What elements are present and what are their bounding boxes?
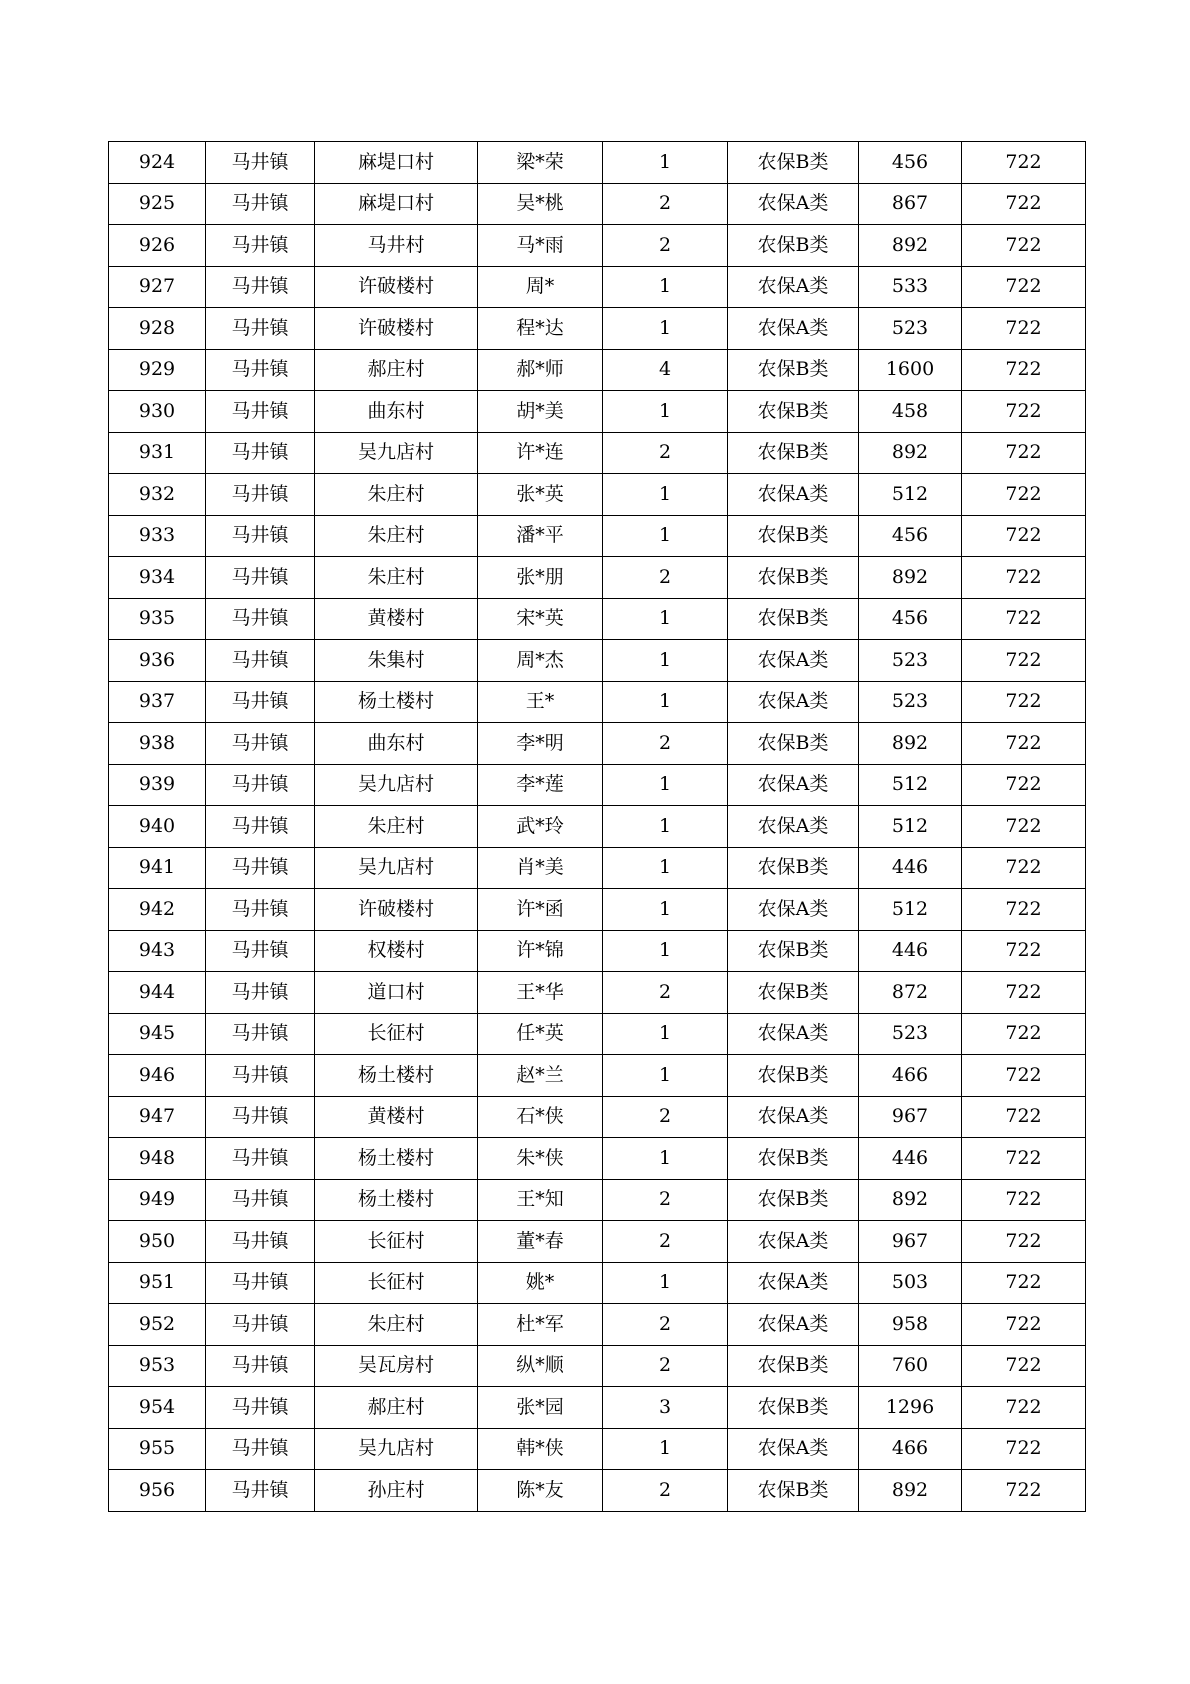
village-cell: 吴九店村 xyxy=(315,847,478,889)
table-row xyxy=(109,598,1086,640)
name-cell: 张*朋 xyxy=(478,557,603,599)
village-cell: 郝庄村 xyxy=(315,349,478,391)
amount-cell: 446 xyxy=(859,930,962,972)
count-cell: 1 xyxy=(603,1138,728,1180)
table-row xyxy=(109,225,1086,267)
name-cell: 周*杰 xyxy=(478,640,603,682)
standard-cell: 722 xyxy=(962,598,1086,640)
serial-cell: 930 xyxy=(109,391,206,433)
village-cell: 马井村 xyxy=(315,225,478,267)
count-cell: 1 xyxy=(603,806,728,848)
table-row xyxy=(109,1387,1086,1429)
amount-cell: 892 xyxy=(859,723,962,765)
village-cell: 吴九店村 xyxy=(315,432,478,474)
town-cell: 马井镇 xyxy=(206,474,315,516)
category-cell: 农保A类 xyxy=(728,1262,859,1304)
table-row xyxy=(109,847,1086,889)
category-cell: 农保B类 xyxy=(728,1055,859,1097)
count-cell: 1 xyxy=(603,764,728,806)
village-cell: 朱庄村 xyxy=(315,557,478,599)
serial-cell: 926 xyxy=(109,225,206,267)
town-cell: 马井镇 xyxy=(206,1013,315,1055)
town-cell: 马井镇 xyxy=(206,1428,315,1470)
village-cell: 黄楼村 xyxy=(315,1096,478,1138)
count-cell: 1 xyxy=(603,1428,728,1470)
town-cell: 马井镇 xyxy=(206,598,315,640)
table-row xyxy=(109,142,1086,184)
amount-cell: 458 xyxy=(859,391,962,433)
serial-cell: 935 xyxy=(109,598,206,640)
amount-cell: 512 xyxy=(859,806,962,848)
serial-cell: 952 xyxy=(109,1304,206,1346)
amount-cell: 892 xyxy=(859,432,962,474)
name-cell: 胡*美 xyxy=(478,391,603,433)
table-row xyxy=(109,1304,1086,1346)
amount-cell: 1296 xyxy=(859,1387,962,1429)
amount-cell: 456 xyxy=(859,598,962,640)
table-row xyxy=(109,474,1086,516)
table-row xyxy=(109,1055,1086,1097)
serial-cell: 941 xyxy=(109,847,206,889)
category-cell: 农保A类 xyxy=(728,1304,859,1346)
name-cell: 杜*军 xyxy=(478,1304,603,1346)
town-cell: 马井镇 xyxy=(206,349,315,391)
table-row xyxy=(109,432,1086,474)
standard-cell: 722 xyxy=(962,1470,1086,1512)
category-cell: 农保B类 xyxy=(728,847,859,889)
table-row xyxy=(109,515,1086,557)
village-cell: 曲东村 xyxy=(315,391,478,433)
count-cell: 2 xyxy=(603,1221,728,1263)
name-cell: 肖*美 xyxy=(478,847,603,889)
serial-cell: 956 xyxy=(109,1470,206,1512)
serial-cell: 948 xyxy=(109,1138,206,1180)
category-cell: 农保A类 xyxy=(728,681,859,723)
count-cell: 2 xyxy=(603,1096,728,1138)
table-row xyxy=(109,557,1086,599)
village-cell: 吴九店村 xyxy=(315,764,478,806)
name-cell: 李*明 xyxy=(478,723,603,765)
category-cell: 农保A类 xyxy=(728,640,859,682)
town-cell: 马井镇 xyxy=(206,806,315,848)
category-cell: 农保A类 xyxy=(728,1013,859,1055)
village-cell: 道口村 xyxy=(315,972,478,1014)
amount-cell: 967 xyxy=(859,1221,962,1263)
standard-cell: 722 xyxy=(962,1262,1086,1304)
count-cell: 2 xyxy=(603,557,728,599)
name-cell: 陈*友 xyxy=(478,1470,603,1512)
serial-cell: 945 xyxy=(109,1013,206,1055)
serial-cell: 938 xyxy=(109,723,206,765)
count-cell: 1 xyxy=(603,598,728,640)
amount-cell: 523 xyxy=(859,681,962,723)
category-cell: 农保A类 xyxy=(728,806,859,848)
village-cell: 权楼村 xyxy=(315,930,478,972)
category-cell: 农保A类 xyxy=(728,889,859,931)
serial-cell: 940 xyxy=(109,806,206,848)
town-cell: 马井镇 xyxy=(206,1096,315,1138)
table-row xyxy=(109,308,1086,350)
category-cell: 农保A类 xyxy=(728,1096,859,1138)
amount-cell: 456 xyxy=(859,142,962,184)
town-cell: 马井镇 xyxy=(206,391,315,433)
standard-cell: 722 xyxy=(962,1179,1086,1221)
serial-cell: 942 xyxy=(109,889,206,931)
name-cell: 宋*英 xyxy=(478,598,603,640)
village-cell: 许破楼村 xyxy=(315,308,478,350)
village-cell: 吴九店村 xyxy=(315,1428,478,1470)
town-cell: 马井镇 xyxy=(206,640,315,682)
serial-cell: 943 xyxy=(109,930,206,972)
category-cell: 农保B类 xyxy=(728,432,859,474)
town-cell: 马井镇 xyxy=(206,225,315,267)
table-row xyxy=(109,1096,1086,1138)
table-row xyxy=(109,681,1086,723)
standard-cell: 722 xyxy=(962,474,1086,516)
count-cell: 1 xyxy=(603,391,728,433)
village-cell: 朱集村 xyxy=(315,640,478,682)
amount-cell: 892 xyxy=(859,1470,962,1512)
standard-cell: 722 xyxy=(962,1221,1086,1263)
standard-cell: 722 xyxy=(962,349,1086,391)
serial-cell: 947 xyxy=(109,1096,206,1138)
standard-cell: 722 xyxy=(962,432,1086,474)
table-row xyxy=(109,930,1086,972)
name-cell: 潘*平 xyxy=(478,515,603,557)
count-cell: 2 xyxy=(603,1470,728,1512)
serial-cell: 934 xyxy=(109,557,206,599)
category-cell: 农保A类 xyxy=(728,764,859,806)
data-table xyxy=(108,141,1086,1512)
amount-cell: 503 xyxy=(859,1262,962,1304)
village-cell: 曲东村 xyxy=(315,723,478,765)
amount-cell: 456 xyxy=(859,515,962,557)
count-cell: 1 xyxy=(603,930,728,972)
standard-cell: 722 xyxy=(962,1055,1086,1097)
village-cell: 朱庄村 xyxy=(315,1304,478,1346)
town-cell: 马井镇 xyxy=(206,557,315,599)
name-cell: 张*英 xyxy=(478,474,603,516)
category-cell: 农保B类 xyxy=(728,1138,859,1180)
village-cell: 长征村 xyxy=(315,1262,478,1304)
village-cell: 郝庄村 xyxy=(315,1387,478,1429)
town-cell: 马井镇 xyxy=(206,681,315,723)
table-row xyxy=(109,972,1086,1014)
village-cell: 许破楼村 xyxy=(315,889,478,931)
table-row xyxy=(109,1013,1086,1055)
village-cell: 麻堤口村 xyxy=(315,142,478,184)
amount-cell: 523 xyxy=(859,308,962,350)
table-row xyxy=(109,1221,1086,1263)
category-cell: 农保A类 xyxy=(728,1221,859,1263)
town-cell: 马井镇 xyxy=(206,930,315,972)
standard-cell: 722 xyxy=(962,640,1086,682)
town-cell: 马井镇 xyxy=(206,308,315,350)
count-cell: 1 xyxy=(603,308,728,350)
standard-cell: 722 xyxy=(962,1096,1086,1138)
category-cell: 农保A类 xyxy=(728,474,859,516)
name-cell: 周* xyxy=(478,266,603,308)
category-cell: 农保B类 xyxy=(728,930,859,972)
table-row xyxy=(109,723,1086,765)
standard-cell: 722 xyxy=(962,764,1086,806)
town-cell: 马井镇 xyxy=(206,1221,315,1263)
table-row xyxy=(109,1262,1086,1304)
category-cell: 农保B类 xyxy=(728,225,859,267)
count-cell: 1 xyxy=(603,1262,728,1304)
category-cell: 农保A类 xyxy=(728,308,859,350)
count-cell: 1 xyxy=(603,889,728,931)
town-cell: 马井镇 xyxy=(206,432,315,474)
name-cell: 王*知 xyxy=(478,1179,603,1221)
standard-cell: 722 xyxy=(962,266,1086,308)
standard-cell: 722 xyxy=(962,723,1086,765)
standard-cell: 722 xyxy=(962,391,1086,433)
standard-cell: 722 xyxy=(962,681,1086,723)
name-cell: 纵*顺 xyxy=(478,1345,603,1387)
standard-cell: 722 xyxy=(962,183,1086,225)
amount-cell: 867 xyxy=(859,183,962,225)
category-cell: 农保B类 xyxy=(728,598,859,640)
count-cell: 1 xyxy=(603,474,728,516)
table-row xyxy=(109,806,1086,848)
name-cell: 张*园 xyxy=(478,1387,603,1429)
count-cell: 1 xyxy=(603,266,728,308)
village-cell: 长征村 xyxy=(315,1013,478,1055)
standard-cell: 722 xyxy=(962,1345,1086,1387)
serial-cell: 932 xyxy=(109,474,206,516)
village-cell: 朱庄村 xyxy=(315,806,478,848)
amount-cell: 892 xyxy=(859,1179,962,1221)
amount-cell: 892 xyxy=(859,225,962,267)
amount-cell: 523 xyxy=(859,1013,962,1055)
count-cell: 2 xyxy=(603,183,728,225)
town-cell: 马井镇 xyxy=(206,723,315,765)
count-cell: 3 xyxy=(603,1387,728,1429)
category-cell: 农保B类 xyxy=(728,142,859,184)
count-cell: 2 xyxy=(603,1345,728,1387)
town-cell: 马井镇 xyxy=(206,764,315,806)
village-cell: 朱庄村 xyxy=(315,474,478,516)
name-cell: 董*春 xyxy=(478,1221,603,1263)
name-cell: 武*玲 xyxy=(478,806,603,848)
name-cell: 任*英 xyxy=(478,1013,603,1055)
town-cell: 马井镇 xyxy=(206,142,315,184)
village-cell: 杨土楼村 xyxy=(315,1055,478,1097)
name-cell: 王*华 xyxy=(478,972,603,1014)
serial-cell: 946 xyxy=(109,1055,206,1097)
name-cell: 程*达 xyxy=(478,308,603,350)
standard-cell: 722 xyxy=(962,142,1086,184)
count-cell: 2 xyxy=(603,432,728,474)
serial-cell: 951 xyxy=(109,1262,206,1304)
amount-cell: 466 xyxy=(859,1428,962,1470)
name-cell: 梁*荣 xyxy=(478,142,603,184)
category-cell: 农保A类 xyxy=(728,266,859,308)
table-row xyxy=(109,1345,1086,1387)
category-cell: 农保B类 xyxy=(728,972,859,1014)
serial-cell: 955 xyxy=(109,1428,206,1470)
town-cell: 马井镇 xyxy=(206,183,315,225)
count-cell: 1 xyxy=(603,640,728,682)
standard-cell: 722 xyxy=(962,806,1086,848)
name-cell: 石*侠 xyxy=(478,1096,603,1138)
standard-cell: 722 xyxy=(962,1428,1086,1470)
serial-cell: 933 xyxy=(109,515,206,557)
village-cell: 杨土楼村 xyxy=(315,1179,478,1221)
table-row xyxy=(109,349,1086,391)
town-cell: 马井镇 xyxy=(206,1262,315,1304)
amount-cell: 512 xyxy=(859,474,962,516)
category-cell: 农保B类 xyxy=(728,349,859,391)
name-cell: 许*锦 xyxy=(478,930,603,972)
amount-cell: 533 xyxy=(859,266,962,308)
serial-cell: 936 xyxy=(109,640,206,682)
serial-cell: 937 xyxy=(109,681,206,723)
serial-cell: 944 xyxy=(109,972,206,1014)
count-cell: 1 xyxy=(603,681,728,723)
category-cell: 农保A类 xyxy=(728,183,859,225)
standard-cell: 722 xyxy=(962,889,1086,931)
count-cell: 1 xyxy=(603,515,728,557)
name-cell: 李*莲 xyxy=(478,764,603,806)
town-cell: 马井镇 xyxy=(206,1138,315,1180)
table-row xyxy=(109,391,1086,433)
count-cell: 2 xyxy=(603,1179,728,1221)
serial-cell: 939 xyxy=(109,764,206,806)
category-cell: 农保B类 xyxy=(728,1387,859,1429)
table-row xyxy=(109,266,1086,308)
amount-cell: 512 xyxy=(859,889,962,931)
amount-cell: 967 xyxy=(859,1096,962,1138)
village-cell: 吴瓦房村 xyxy=(315,1345,478,1387)
village-cell: 孙庄村 xyxy=(315,1470,478,1512)
count-cell: 1 xyxy=(603,1013,728,1055)
village-cell: 杨土楼村 xyxy=(315,1138,478,1180)
table-row xyxy=(109,764,1086,806)
village-cell: 麻堤口村 xyxy=(315,183,478,225)
standard-cell: 722 xyxy=(962,1304,1086,1346)
serial-cell: 949 xyxy=(109,1179,206,1221)
category-cell: 农保B类 xyxy=(728,1179,859,1221)
standard-cell: 722 xyxy=(962,972,1086,1014)
village-cell: 杨土楼村 xyxy=(315,681,478,723)
serial-cell: 953 xyxy=(109,1345,206,1387)
count-cell: 2 xyxy=(603,225,728,267)
town-cell: 马井镇 xyxy=(206,889,315,931)
amount-cell: 446 xyxy=(859,847,962,889)
town-cell: 马井镇 xyxy=(206,1179,315,1221)
standard-cell: 722 xyxy=(962,515,1086,557)
table-row xyxy=(109,889,1086,931)
category-cell: 农保B类 xyxy=(728,723,859,765)
name-cell: 吴*桃 xyxy=(478,183,603,225)
name-cell: 郝*师 xyxy=(478,349,603,391)
serial-cell: 954 xyxy=(109,1387,206,1429)
name-cell: 朱*侠 xyxy=(478,1138,603,1180)
category-cell: 农保B类 xyxy=(728,515,859,557)
amount-cell: 958 xyxy=(859,1304,962,1346)
table-row xyxy=(109,640,1086,682)
standard-cell: 722 xyxy=(962,1387,1086,1429)
standard-cell: 722 xyxy=(962,308,1086,350)
town-cell: 马井镇 xyxy=(206,972,315,1014)
town-cell: 马井镇 xyxy=(206,1304,315,1346)
town-cell: 马井镇 xyxy=(206,1387,315,1429)
table-row xyxy=(109,183,1086,225)
town-cell: 马井镇 xyxy=(206,1345,315,1387)
serial-cell: 927 xyxy=(109,266,206,308)
serial-cell: 950 xyxy=(109,1221,206,1263)
village-cell: 长征村 xyxy=(315,1221,478,1263)
village-cell: 黄楼村 xyxy=(315,598,478,640)
standard-cell: 722 xyxy=(962,225,1086,267)
amount-cell: 872 xyxy=(859,972,962,1014)
amount-cell: 446 xyxy=(859,1138,962,1180)
town-cell: 马井镇 xyxy=(206,1055,315,1097)
category-cell: 农保B类 xyxy=(728,557,859,599)
amount-cell: 1600 xyxy=(859,349,962,391)
count-cell: 4 xyxy=(603,349,728,391)
serial-cell: 929 xyxy=(109,349,206,391)
count-cell: 2 xyxy=(603,723,728,765)
amount-cell: 523 xyxy=(859,640,962,682)
name-cell: 姚* xyxy=(478,1262,603,1304)
table-row xyxy=(109,1428,1086,1470)
category-cell: 农保B类 xyxy=(728,1470,859,1512)
serial-cell: 928 xyxy=(109,308,206,350)
category-cell: 农保B类 xyxy=(728,391,859,433)
name-cell: 马*雨 xyxy=(478,225,603,267)
count-cell: 2 xyxy=(603,972,728,1014)
category-cell: 农保A类 xyxy=(728,1428,859,1470)
village-cell: 许破楼村 xyxy=(315,266,478,308)
amount-cell: 512 xyxy=(859,764,962,806)
category-cell: 农保B类 xyxy=(728,1345,859,1387)
serial-cell: 924 xyxy=(109,142,206,184)
town-cell: 马井镇 xyxy=(206,847,315,889)
amount-cell: 892 xyxy=(859,557,962,599)
standard-cell: 722 xyxy=(962,847,1086,889)
serial-cell: 931 xyxy=(109,432,206,474)
town-cell: 马井镇 xyxy=(206,515,315,557)
name-cell: 王* xyxy=(478,681,603,723)
standard-cell: 722 xyxy=(962,1013,1086,1055)
count-cell: 2 xyxy=(603,1304,728,1346)
count-cell: 1 xyxy=(603,142,728,184)
name-cell: 赵*兰 xyxy=(478,1055,603,1097)
table-body xyxy=(109,142,1086,1512)
standard-cell: 722 xyxy=(962,557,1086,599)
serial-cell: 925 xyxy=(109,183,206,225)
amount-cell: 466 xyxy=(859,1055,962,1097)
count-cell: 1 xyxy=(603,847,728,889)
table-row xyxy=(109,1138,1086,1180)
name-cell: 韩*侠 xyxy=(478,1428,603,1470)
town-cell: 马井镇 xyxy=(206,1470,315,1512)
village-cell: 朱庄村 xyxy=(315,515,478,557)
count-cell: 1 xyxy=(603,1055,728,1097)
table-row xyxy=(109,1179,1086,1221)
amount-cell: 760 xyxy=(859,1345,962,1387)
standard-cell: 722 xyxy=(962,1138,1086,1180)
table-row xyxy=(109,1470,1086,1512)
town-cell: 马井镇 xyxy=(206,266,315,308)
name-cell: 许*连 xyxy=(478,432,603,474)
standard-cell: 722 xyxy=(962,930,1086,972)
name-cell: 许*函 xyxy=(478,889,603,931)
